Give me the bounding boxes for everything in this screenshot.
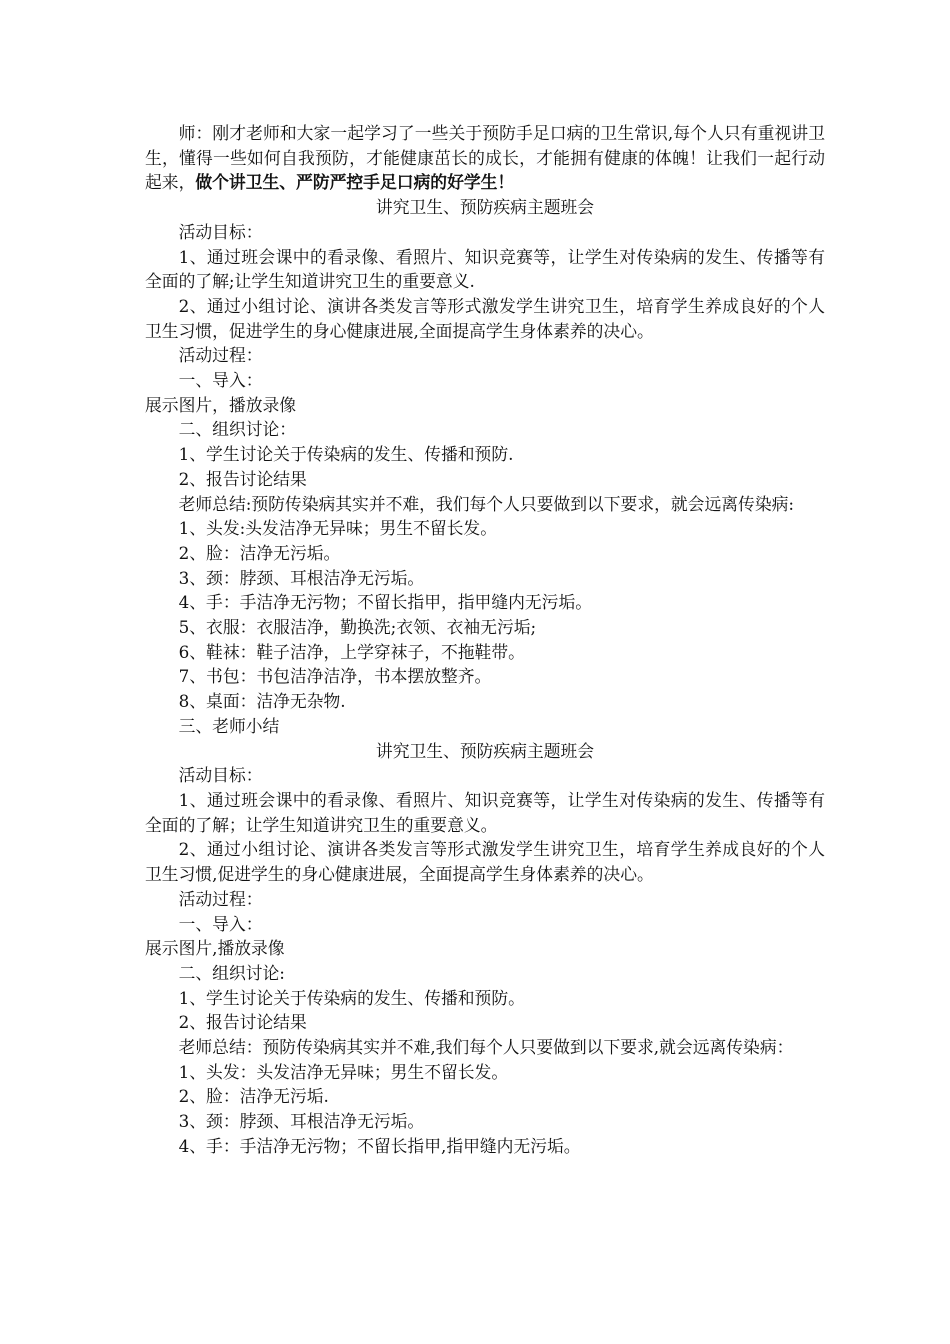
section2-step-2-a: 1、学生讨论关于传染病的发生、传播和预防。 [178,987,525,1008]
intro-text: 师：刚才老师和大家一起学习了一些关于预防手足口病的卫生常识,每个人只有重视讲卫生，懂得一些如何自我预防，才能健康茁长的成长，才能拥有健康的体魄！让我们一起行动起来， [145,123,825,193]
section1-step-1-detail: 展示图片，播放录像 [145,394,297,415]
section1-item: 6、鞋袜：鞋子洁净，上学穿袜子，不拖鞋带。 [178,641,525,662]
section1-goal-label: 活动目标： [178,221,263,242]
section2-item: 4、手：手洁净无污物；不留长指甲,指甲缝内无污垢。 [178,1135,581,1156]
section1-item: 8、桌面：洁净无杂物. [178,691,346,712]
section1-item: 2、脸：洁净无污垢。 [178,542,341,563]
section1-goal-2: 2、通过小组讨论、演讲各类发言等形式激发学生讲究卫生，培育学生养成良好的个人卫生习惯，促进学生的身心健康进展,全面提高学生身体素养的决心。 [145,295,825,341]
section2-step-2-b: 2、报告讨论结果 [178,1012,307,1033]
section1-item: 7、书包：书包洁净洁净，书本摆放整齐。 [178,666,492,687]
section2-step-2: 二、组织讨论: [178,962,285,983]
section1-summary: 老师总结:预防传染病其实并不难，我们每个人只要做到以下要求，就会远离传染病: [178,493,795,514]
section2-goal-1: 1、通过班会课中的看录像、看照片、知识竞赛等，让学生对传染病的发生、传播等有全面的了解；让学生知道讲究卫生的重要意义。 [145,789,825,835]
section1-step-2-b: 2、报告讨论结果 [178,468,307,489]
section2-title: 讲究卫生、预防疾病主题班会 [375,740,595,761]
section1-title: 讲究卫生、预防疾病主题班会 [375,197,595,218]
section1-step-1: 一、导入： [178,370,263,391]
section2-summary: 老师总结：预防传染病其实并不难,我们每个人只要做到以下要求,就会远离传染病： [178,1037,794,1058]
section1-item: 4、手：手洁净无污物；不留长指甲，指甲缝内无污垢。 [178,592,593,613]
intro-bold-text: 做个讲卫生、严防严控手足口病的好学生！ [195,172,515,193]
section2-item: 3、颈：脖颈、耳根洁净无污垢。 [178,1111,425,1132]
section1-step-2-a: 1、学生讨论关于传染病的发生、传播和预防. [178,444,514,465]
section2-item: 1、头发：头发洁净无异味；男生不留长发。 [178,1061,509,1082]
section2-item: 2、脸：洁净无污垢. [178,1086,329,1107]
section1-goal-1: 1、通过班会课中的看录像、看照片、知识竞赛等，让学生对传染病的发生、传播等有全面的了解;让学生知道讲究卫生的重要意义. [145,246,825,292]
document-body [145,121,825,1159]
section1-item: 5、衣服：衣服洁净，勤换洗;衣领、衣袖无污垢; [178,617,537,638]
section2-process-label: 活动过程： [178,888,263,909]
intro-paragraph [145,121,825,195]
section2-goal-2: 2、通过小组讨论、演讲各类发言等形式激发学生讲究卫生，培育学生养成良好的个人卫生习惯,促进学生的身心健康进展，全面提高学生身体素养的决心。 [145,839,825,885]
section1-item: 1、头发:头发洁净无异味；男生不留长发。 [178,518,497,539]
section2-goal-label: 活动目标： [178,765,263,786]
section2-step-1: 一、导入： [178,913,263,934]
section1-item: 3、颈：脖颈、耳根洁净无污垢。 [178,567,425,588]
section1-step-3: 三、老师小结 [178,715,280,736]
section2-step-1-detail: 展示图片,播放录像 [145,938,285,959]
section1-process-label: 活动过程： [178,345,263,366]
section1-step-2: 二、组织讨论： [178,419,297,440]
